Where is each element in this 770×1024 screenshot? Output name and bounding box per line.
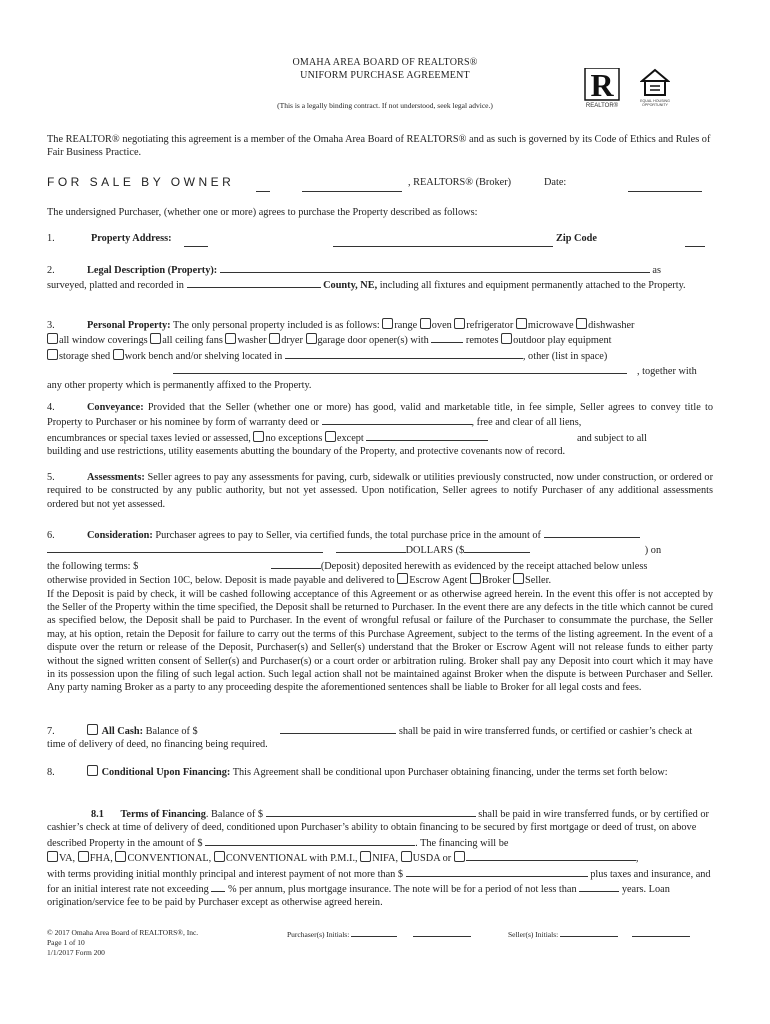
oven-checkbox[interactable] [420, 318, 431, 329]
s4-text2: , free and clear of all liens, [471, 417, 582, 429]
other-items-field[interactable] [173, 363, 627, 374]
s6-on: ) on [644, 545, 662, 557]
personal-property-label: Personal Property: [87, 320, 171, 331]
range-checkbox[interactable] [382, 318, 393, 329]
purchase-price-amount-field[interactable] [464, 542, 530, 553]
intro-paragraph: The REALTOR® negotiating this agreement is a member of the Omaha Area Board of REALTORS® and as such is governed by its Code of Ethics and Rules of Fair Business Practice. [47, 134, 711, 159]
refrigerator-label: refrigerator [466, 320, 514, 331]
refrigerator-checkbox[interactable] [454, 318, 465, 329]
broker-name: FOR SALE BY OWNER [47, 175, 235, 189]
together-label: , together with [637, 366, 697, 378]
escrow-agent-checkbox[interactable] [397, 573, 408, 584]
section-7 [47, 723, 713, 752]
s6-deposit: (Deposit) deposited herewith as evidenced by the receipt attached below unless [320, 560, 648, 572]
storage-shed-checkbox[interactable] [47, 349, 58, 360]
usda-checkbox[interactable] [401, 851, 412, 862]
seller-initials-field-2[interactable] [632, 928, 690, 937]
va-label: VA, [59, 853, 76, 865]
except-checkbox[interactable] [325, 431, 336, 442]
terms-of-financing-label: Terms of Financing [120, 809, 206, 820]
footer [47, 928, 198, 958]
svg-text:EQUAL HOUSING: EQUAL HOUSING [640, 99, 670, 103]
board-title: OMAHA AREA BOARD OF REALTORS® [292, 57, 478, 68]
footer-form-id: 1/1/2017 Form 200 [47, 948, 105, 957]
loan-term-field[interactable] [579, 881, 619, 892]
svg-text:OPPORTUNITY: OPPORTUNITY [642, 103, 668, 107]
window-coverings-label: all window coverings [59, 335, 148, 347]
property-address-field[interactable] [333, 236, 553, 247]
except-label: except [336, 432, 364, 444]
s2-number: 2. [47, 265, 55, 276]
conventional-label: CONVENTIONAL, [127, 853, 212, 865]
s81-number: 8.1 [91, 809, 104, 820]
s4-text5: building and use restrictions, utility easements abutting the boundary of the Property, and protective covenants now of record. [47, 446, 566, 458]
s6-text1: Purchaser agrees to pay to Seller, via certified funds, the total purchase price in the amount of [155, 530, 541, 541]
purchaser-initials-field-2[interactable] [413, 928, 471, 937]
dishwasher-label: dishwasher [588, 320, 635, 331]
escrow-agent-label: Escrow Agent [409, 575, 468, 587]
date-field[interactable] [628, 181, 702, 192]
s81-text2: . The financing will be [415, 837, 509, 849]
usda-label: USDA or [412, 853, 452, 865]
conventional-pmi-label: CONVENTIONAL with P.M.I., [225, 853, 358, 865]
s81-text4: plus taxes and insurance, and for an initial interest rate not exceeding [47, 868, 711, 896]
legal-notice: (This is a legally binding contract. If not understood, seek legal advice.) [277, 101, 493, 110]
interest-rate-field[interactable] [211, 881, 225, 892]
work-bench-checkbox[interactable] [113, 349, 124, 360]
all-cash-label: All Cash: [101, 726, 144, 737]
property-address-field-a[interactable] [184, 236, 208, 247]
purchaser-initials-label: Purchaser(s) Initials: [287, 930, 350, 939]
s4-text4: and subject to all [576, 432, 648, 444]
county-field[interactable] [187, 277, 321, 288]
nifa-checkbox[interactable] [360, 851, 371, 862]
storage-shed-label: storage shed [59, 350, 111, 362]
deed-type-field[interactable] [322, 414, 472, 425]
ceiling-fans-checkbox[interactable] [150, 333, 161, 344]
section-2 [47, 262, 713, 293]
other-label: , other (list in space) [522, 350, 608, 362]
monthly-payment-field[interactable] [406, 866, 588, 877]
s5-text: Seller agrees to pay any assessments for paving, curb, sidewalk or utilities previously constructed, now under construction, or ordered or required to be constructed by any public authority, but not yet assessed. Upon notification, Seller agrees to notify Purchaser of any additional assessments ordered but not yet assessed. [47, 472, 713, 510]
s6-text3: If the Deposit is paid by check, it will be cashed following acceptance of this Agreement or as otherwise agreed herein. In the event this offer is not accepted by the Seller of the Property within the time specified, the Deposit shall be returned to Purchaser. In the event there are any defects in the title which cannot be cured as specified below, the Deposit shall be paid to Purchaser. In the event of wrongful refusal or failure of the Purchaser to consummate the purchase, the Seller may, at his option, retain the Deposit for failure to carry out the terms of this Purchase Agreement, subject to the terms of the listing agreement. In the event of a dispute over the return or release of the Deposit, Purchaser(s) and Seller(s) understand that the Broker or Escrow Agent will not release funds to either party without the signed written consent of Seller(s) and Purchaser(s) or a court order or arbitration ruling. Broker shall pay any Deposit into court which it may have in its possession upon the filing of such legal action. Such legal action shall not be maintained against Broker when the dispute is between Purchaser and Seller. Any party naming Broker as a party to any proceeding despite the aforementioned sentences shall be liable to Broker for all legal costs and fees. [47, 588, 713, 694]
s4-number: 4. [47, 402, 55, 413]
no-exceptions-label: no exceptions [265, 432, 323, 444]
s81-text6: years. Loan origination/service fee to be paid by Purchaser except as otherwise agreed herein. [47, 884, 670, 909]
range-label: range [394, 320, 418, 331]
microwave-checkbox[interactable] [516, 318, 527, 329]
section-3 [47, 318, 713, 392]
cash-balance-field[interactable] [280, 723, 396, 734]
outdoor-play-label: outdoor play equipment [513, 335, 612, 347]
fha-label: FHA, [89, 853, 113, 865]
garage-door-opener-label: garage door opener(s) with [317, 335, 429, 347]
conventional-pmi-checkbox[interactable] [214, 851, 225, 862]
va-checkbox[interactable] [47, 851, 58, 862]
oven-label: oven [431, 320, 452, 331]
deposit-amount-field[interactable] [271, 558, 321, 569]
garage-door-opener-checkbox[interactable] [306, 333, 317, 344]
svg-text:R: R [590, 68, 614, 103]
no-exceptions-checkbox[interactable] [253, 431, 264, 442]
purchase-price-words-field-b[interactable] [336, 542, 406, 553]
seller-label: Seller. [525, 575, 552, 587]
dollars-label: DOLLARS ($ [405, 545, 465, 557]
seller-initials-label: Seller(s) Initials: [508, 930, 559, 939]
broker-checkbox[interactable] [470, 573, 481, 584]
s81-text3: with terms providing initial monthly principal and interest payment of not more than $ [47, 868, 404, 880]
s2-text2: including all fixtures and equipment permanently attached to the Property. [379, 280, 686, 292]
dishwasher-checkbox[interactable] [576, 318, 587, 329]
s81-text1: shall be paid in wire transferred funds, or by certified or cashier’s check at time of delivery of deed, conditioned upon Purchaser’s ability to obtain financing to be secured by first mortgage or deed of trust, on above described Property in the amount of $ [47, 809, 709, 849]
zip-code-label: Zip Code [556, 233, 597, 244]
purchaser-initials [287, 928, 471, 939]
s2-as: as [652, 265, 661, 276]
remotes-label: remotes [465, 335, 499, 347]
conveyance-label: Conveyance: [87, 402, 144, 413]
broker-blank-1[interactable] [256, 181, 270, 192]
washer-label: washer [237, 335, 267, 347]
fha-checkbox[interactable] [78, 851, 89, 862]
section-8-1: 8.1 Terms of Financing. Balance of $ shall be paid in wire transferred funds, or by certified or cashier’s check at time of delivery of deed, conditioned upon Purchaser’s ability to obtain financing to be secured by first mortgage or deed of trust, on above described Property in the amount of $ . The financing will be VA, FHA, CONVENTIONAL, CONVENTIONAL with P.M.I., NIFA, USDA or , with terms providing initial monthly principal and interest payment of not more than $ plus taxes and insurance, and for an initial interest rate not exceeding % per annum, plus mortgage insurance. The note will be for a period of not less than years. Loan origination/service fee to be paid by Purchaser except as otherwise agreed herein. [47, 806, 713, 910]
document-title: UNIFORM PURCHASE AGREEMENT [300, 70, 470, 81]
other-loan-checkbox[interactable] [454, 851, 465, 862]
s8-number: 8. [47, 767, 55, 778]
consideration-label: Consideration: [87, 530, 153, 541]
purchase-price-words-field[interactable] [47, 542, 323, 553]
microwave-label: microwave [527, 320, 574, 331]
date-label: Date: [544, 177, 567, 188]
work-bench-label: work bench and/or shelving located in [124, 350, 283, 362]
s7-balance: Balance of $ [145, 726, 198, 737]
work-bench-location-field[interactable] [285, 348, 523, 359]
zip-code-field[interactable] [685, 236, 705, 247]
outdoor-play-checkbox[interactable] [501, 333, 512, 344]
s6-text2: otherwise provided in Section 10C, below. Deposit is made payable and delivered to [47, 575, 395, 587]
realtor-logo [583, 68, 623, 108]
ceiling-fans-label: all ceiling fans [162, 335, 223, 347]
footer-copyright: © 2017 Omaha Area Board of REALTORS®, Inc. [47, 928, 199, 937]
section-5 [47, 471, 713, 511]
seller-checkbox[interactable] [513, 573, 524, 584]
broker-label: Broker [481, 575, 511, 587]
property-address-label: Property Address: [91, 233, 172, 244]
s81-text5: % per annum, plus mortgage insurance. The note will be for a period of not less than [227, 884, 577, 896]
s5-number: 5. [47, 472, 55, 483]
section-4 [47, 401, 713, 459]
mortgage-amount-field[interactable] [205, 835, 415, 846]
seller-initials [508, 928, 690, 939]
conventional-checkbox[interactable] [115, 851, 126, 862]
legal-description-label: Legal Description (Property): [87, 265, 218, 276]
seller-initials-field-1[interactable] [560, 928, 618, 937]
broker-blank-2[interactable] [302, 181, 402, 192]
purchaser-initials-field-1[interactable] [351, 928, 397, 937]
s8-text: This Agreement shall be conditional upon Purchaser obtaining financing, under the terms set forth below: [232, 767, 668, 778]
s3-tail: any other property which is permanently affixed to the Property. [47, 379, 312, 391]
financing-label: Conditional Upon Financing: [101, 767, 231, 778]
footer-page-number: Page 1 of 10 [47, 938, 85, 947]
svg-text:REALTOR®: REALTOR® [585, 103, 619, 108]
nifa-label: NIFA, [372, 853, 399, 865]
remotes-count-field[interactable] [431, 332, 463, 343]
exceptions-field[interactable] [366, 430, 488, 441]
legal-description-field[interactable] [220, 262, 650, 273]
s2-text1: surveyed, platted and recorded in [47, 280, 184, 292]
section-6 [47, 527, 713, 695]
s4-text3: encumbrances or special taxes levied or assessed, [47, 432, 251, 444]
assessments-label: Assessments: [87, 472, 145, 483]
dryer-label: dryer [281, 335, 303, 347]
all-cash-checkbox[interactable] [87, 724, 98, 735]
s7-text: shall be paid in wire transferred funds, or certified or cashier’s check at time of delivery of deed, no financing being required. [47, 726, 693, 751]
washer-checkbox[interactable] [225, 333, 236, 344]
s7-number: 7. [47, 726, 55, 737]
other-loan-field[interactable] [466, 850, 636, 861]
section-8 [47, 765, 713, 779]
s4-text1: Provided that the Seller (whether one or more) has good, valid and marketable title, in fee simple, Seller agrees to convey title to Property to Purchaser or his nominee by form of warranty deed or [47, 402, 713, 429]
s1-number: 1. [47, 233, 55, 244]
s81-balance: . Balance of $ [205, 809, 264, 820]
s6-terms: the following terms: $ [47, 560, 139, 572]
s3-lead: The only personal property included is as follows: [172, 320, 380, 331]
purchase-price-words-field-a[interactable] [544, 527, 640, 538]
equal-housing-logo [640, 68, 670, 108]
dryer-checkbox[interactable] [269, 333, 280, 344]
financing-balance-field[interactable] [266, 806, 476, 817]
s3-number: 3. [47, 320, 55, 331]
s6-number: 6. [47, 530, 55, 541]
financing-checkbox[interactable] [87, 765, 98, 776]
realtors-broker-label: , REALTORS® (Broker) [408, 177, 512, 188]
county-label: County, NE, [323, 280, 378, 292]
purchaser-intro: The undersigned Purchaser, (whether one or more) agrees to purchase the Property described as follows: [47, 207, 478, 218]
window-coverings-checkbox[interactable] [47, 333, 58, 344]
